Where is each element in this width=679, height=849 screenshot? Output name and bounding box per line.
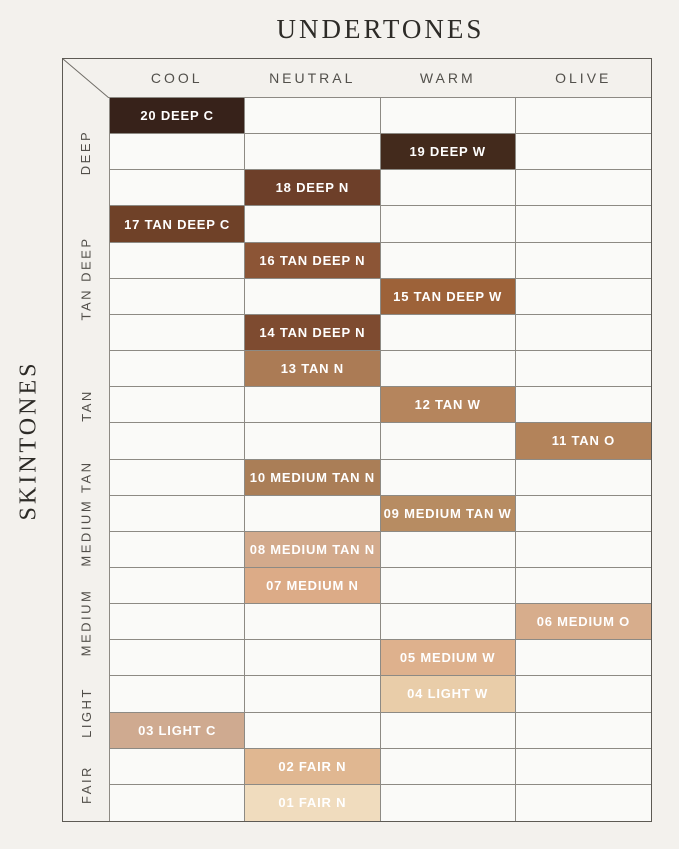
- shade-swatch-12-tan-w: [381, 387, 516, 423]
- grid-cell: [516, 713, 651, 749]
- shade-swatch-02-fair-n: [245, 749, 380, 785]
- grid-cell: [516, 785, 651, 821]
- grid-cell: [245, 206, 380, 242]
- grid-cell: [381, 98, 516, 134]
- grid-cell: [110, 351, 245, 387]
- grid-cell: [516, 315, 651, 351]
- grid-cell: [381, 170, 516, 206]
- grid-cell: [381, 423, 516, 459]
- grid-cell: [110, 568, 245, 604]
- grid-cell: [110, 749, 245, 785]
- shade-label: 05 MEDIUM W: [399, 650, 496, 666]
- shade-grid: [109, 98, 651, 821]
- shade-label: 08 MEDIUM TAN N: [249, 541, 375, 557]
- row-group-label-text: LIGHT: [78, 687, 94, 738]
- shade-label: 16 TAN DEEP N: [259, 252, 366, 268]
- shade-label: 12 TAN W: [414, 397, 481, 413]
- shade-swatch-06-medium-o: [516, 604, 651, 640]
- shade-label: 19 DEEP W: [409, 144, 486, 160]
- grid-cell: [245, 676, 380, 712]
- shade-swatch-15-tan-deep-w: [381, 279, 516, 315]
- shade-label: 15 TAN DEEP W: [393, 288, 503, 304]
- row-group-label-text: MEDIUM TAN: [78, 460, 94, 567]
- shade-swatch-07-medium-n: [245, 568, 380, 604]
- column-header-neutral: NEUTRAL: [269, 70, 356, 86]
- grid-cell: [516, 279, 651, 315]
- column-header-olive: OLIVE: [555, 70, 612, 86]
- grid-cell: [381, 206, 516, 242]
- skintones-axis-title: SKINTONES: [15, 360, 42, 520]
- grid-cell: [381, 749, 516, 785]
- grid-cell: [245, 423, 380, 459]
- grid-cell: [110, 387, 245, 423]
- shade-swatch-16-tan-deep-n: [245, 243, 380, 279]
- grid-cell: [516, 749, 651, 785]
- grid-cell: [381, 604, 516, 640]
- grid-cell: [516, 496, 651, 532]
- shade-swatch-13-tan-n: [245, 351, 380, 387]
- skintones-axis-title-wrap: [8, 58, 50, 822]
- shade-label: 18 DEEP N: [275, 180, 350, 196]
- shade-swatch-10-medium-tan-n: [245, 460, 380, 496]
- column-header-cool: COOL: [150, 70, 203, 86]
- shade-swatch-08-medium-tan-n: [245, 532, 380, 568]
- row-group-label-fair: [63, 749, 109, 821]
- undertones-axis-title: UNDERTONES: [276, 14, 485, 44]
- grid-cell: [516, 206, 651, 242]
- shade-label: 14 TAN DEEP N: [259, 324, 366, 340]
- grid-cell: [516, 134, 651, 170]
- row-group-label-tan-deep: [63, 206, 109, 351]
- grid-cell: [110, 315, 245, 351]
- shade-label: 06 MEDIUM O: [536, 614, 631, 630]
- grid-cell: [381, 315, 516, 351]
- shade-swatch-11-tan-o: [516, 423, 651, 459]
- grid-cell: [245, 387, 380, 423]
- grid-cell: [381, 243, 516, 279]
- shade-swatch-14-tan-deep-n: [245, 315, 380, 351]
- row-group-label-text: MEDIUM: [78, 588, 94, 657]
- grid-cell: [381, 785, 516, 821]
- grid-cell: [381, 713, 516, 749]
- shade-label: 01 FAIR N: [278, 795, 347, 811]
- grid-cell: [516, 640, 651, 676]
- row-group-label-text: FAIR: [78, 765, 94, 805]
- grid-cell: [110, 604, 245, 640]
- grid-cell: [110, 496, 245, 532]
- grid-cell: [245, 604, 380, 640]
- grid-cell: [516, 568, 651, 604]
- shade-swatch-18-deep-n: [245, 170, 380, 206]
- row-group-label-medium: [63, 568, 109, 676]
- grid-cell: [245, 496, 380, 532]
- row-group-label-text: DEEP: [78, 129, 94, 175]
- row-group-label-tan: [63, 351, 109, 459]
- row-group-label-light: [63, 676, 109, 748]
- shade-label: 11 TAN O: [551, 433, 615, 449]
- shade-label: 20 DEEP C: [140, 108, 214, 124]
- shade-swatch-03-light-c: [110, 713, 245, 749]
- grid-cell: [245, 640, 380, 676]
- column-header-warm: WARM: [419, 70, 476, 86]
- grid-cell: [245, 98, 380, 134]
- grid-cell: [245, 279, 380, 315]
- grid-cell: [381, 568, 516, 604]
- grid-cell: [110, 532, 245, 568]
- diagonal-divider: [63, 59, 109, 98]
- grid-cell: [381, 532, 516, 568]
- shade-swatch-01-fair-n: [245, 785, 380, 821]
- grid-cell: [110, 279, 245, 315]
- row-group-label-deep: [63, 98, 109, 206]
- grid-cell: [381, 460, 516, 496]
- row-group-label-medium-tan: [63, 460, 109, 568]
- row-group-label-text: TAN: [78, 388, 94, 422]
- grid-cell: [110, 460, 245, 496]
- grid-cell: [516, 387, 651, 423]
- grid-cell: [516, 170, 651, 206]
- grid-cell: [516, 460, 651, 496]
- shade-label: 02 FAIR N: [278, 758, 347, 774]
- grid-cell: [516, 98, 651, 134]
- grid-cell: [516, 532, 651, 568]
- shade-swatch-17-tan-deep-c: [110, 206, 245, 242]
- row-group-label-text: TAN DEEP: [78, 236, 94, 321]
- shade-label: 07 MEDIUM N: [266, 578, 359, 594]
- shade-swatch-04-light-w: [381, 676, 516, 712]
- shade-swatch-09-medium-tan-w: [381, 496, 516, 532]
- shade-label: 09 MEDIUM TAN W: [383, 505, 512, 521]
- grid-cell: [516, 243, 651, 279]
- skintone-label-column: [63, 98, 109, 821]
- grid-cell: [110, 785, 245, 821]
- grid-cell: [110, 134, 245, 170]
- undertone-header-row: [109, 59, 651, 98]
- shade-swatch-05-medium-w: [381, 640, 516, 676]
- grid-cell: [245, 713, 380, 749]
- grid-cell: [110, 423, 245, 459]
- shade-swatch-19-deep-w: [381, 134, 516, 170]
- grid-cell: [110, 640, 245, 676]
- shade-label: 04 LIGHT W: [407, 686, 489, 702]
- grid-cell: [516, 351, 651, 387]
- grid-cell: [381, 351, 516, 387]
- shade-label: 10 MEDIUM TAN N: [249, 469, 375, 485]
- shade-label: 03 LIGHT C: [138, 722, 217, 738]
- grid-cell: [245, 134, 380, 170]
- shade-matrix: [62, 58, 652, 822]
- grid-cell: [110, 243, 245, 279]
- grid-cell: [110, 676, 245, 712]
- shade-label: 17 TAN DEEP C: [124, 216, 231, 232]
- shade-label: 13 TAN N: [280, 361, 344, 377]
- grid-cell: [110, 170, 245, 206]
- grid-cell: [516, 676, 651, 712]
- shade-swatch-20-deep-c: [110, 98, 245, 134]
